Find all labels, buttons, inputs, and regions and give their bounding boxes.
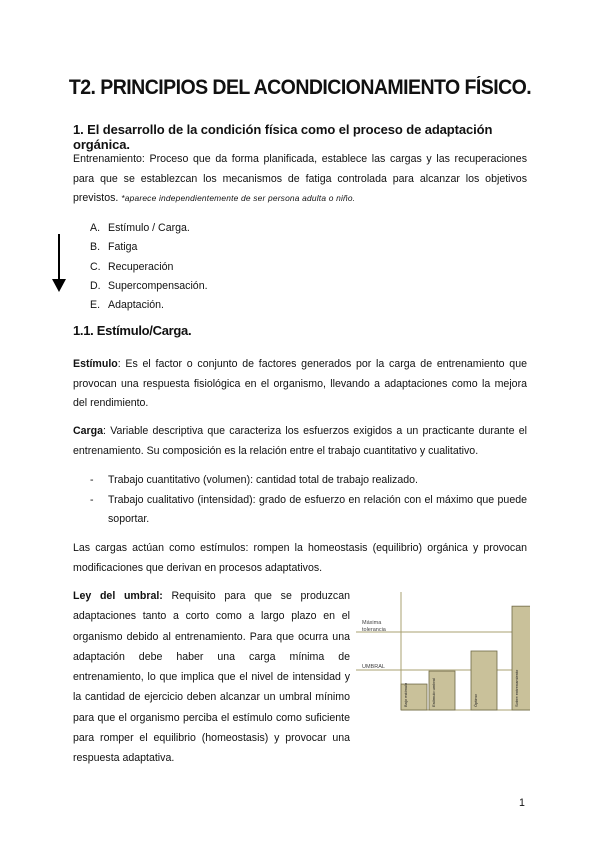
list-item	[90, 471, 527, 491]
chart-bar-label: Estímulo umbral	[431, 678, 436, 707]
section-heading-1: 1. El desarrollo de la condición física como el proceso de adaptación orgánica.	[73, 122, 493, 152]
chart-bar-label: Sobre entrenamiento	[514, 669, 519, 707]
section-heading-1-1: 1.1. Estímulo/Carga.	[73, 323, 192, 338]
carga-term: Carga	[73, 425, 104, 437]
intro-note: *aparece independientemente de ser persona adulta o niño.	[121, 193, 356, 204]
intro-text: Entrenamiento: Proceso que da forma planificada, establece las cargas y las recuperaciones para que se establezcan los mecanismos de fatiga controlada para alcanzar los objetivos previstos.	[73, 153, 527, 205]
list-label: Estímulo / Carga.	[108, 222, 190, 234]
list-item	[90, 238, 208, 257]
umbral-text: Requisito para que se produzcan adaptaciones tanto a corto como a largo plazo en el organismo debido al entrenamiento. Para que ocurra una adaptación debe haber una carga mínima de entrenamiento, lo que implica que el nivel de intensidad y la cantidad de ejercicio deben alcanzar un umbral mínimo para que el organismo perciba el estímulo como suficiente para romper el equilibrio (homeostasis) y provocar una respuesta adaptativa.	[73, 590, 351, 765]
list-marker: B.	[90, 241, 101, 254]
list-item	[90, 296, 208, 315]
umbral-term: Ley del umbral:	[73, 590, 163, 602]
list-text: Trabajo cuantitativo (volumen): cantidad total de trabajo realizado.	[108, 474, 418, 486]
list-label: Adaptación.	[108, 299, 164, 312]
threshold-label: UMBRAL	[362, 664, 385, 670]
max-tolerance-label-2: tolerancia	[362, 627, 386, 633]
list-item	[90, 491, 527, 530]
list-marker: A.	[90, 222, 101, 234]
estimulo-paragraph	[73, 355, 527, 414]
workload-list	[90, 471, 527, 530]
list-item	[90, 258, 208, 277]
dash-marker: -	[90, 493, 94, 506]
phases-list	[90, 219, 208, 315]
dash-marker: -	[90, 474, 94, 486]
estimulo-text: : Es el factor o conjunto de factores generados por la carga de entrenamiento que provocan una respuesta fisiológica en el organismo, llevando a adaptaciones como la mejora del rendimiento.	[73, 358, 527, 410]
list-text: Trabajo cualitativo (intensidad): grado de esfuerzo en relación con el máximo que puede soportar.	[108, 493, 527, 525]
page-number: 1	[519, 797, 525, 809]
cargas-paragraph: Las cargas actúan como estímulos: rompen la homeostasis (equilibrio) orgánica y provocan modificaciones que derivan en procesos adaptativos.	[73, 542, 527, 574]
list-item	[90, 219, 208, 238]
list-label: Supercompensación.	[108, 279, 208, 292]
list-marker: D.	[90, 279, 101, 292]
list-label: Recuperación	[108, 260, 174, 273]
carga-text: : Variable descriptiva que caracteriza los esfuerzos exigidos a un practicante durante el entrenamiento. Su composición es la relación entre el trabajo cuantitativo y cualitativo.	[73, 425, 527, 457]
chart-bar-label: Bajo estímulo	[403, 682, 408, 707]
intro-paragraph	[73, 150, 527, 209]
threshold-chart	[356, 588, 530, 718]
list-label: Fatiga	[108, 241, 138, 254]
umbral-paragraph	[73, 586, 350, 769]
page-title: T2. PRINCIPIOS DEL ACONDICIONAMIENTO FÍSICO.	[68, 76, 532, 99]
chart-bar-label: Óptimo	[473, 694, 478, 707]
max-tolerance-label-1: Máxima	[362, 620, 382, 626]
estimulo-term: Estímulo	[73, 358, 118, 370]
list-item	[90, 277, 208, 296]
list-marker: E.	[90, 299, 101, 312]
list-marker: C.	[90, 260, 101, 273]
down-arrow-icon	[52, 234, 66, 292]
carga-paragraph	[73, 422, 527, 461]
